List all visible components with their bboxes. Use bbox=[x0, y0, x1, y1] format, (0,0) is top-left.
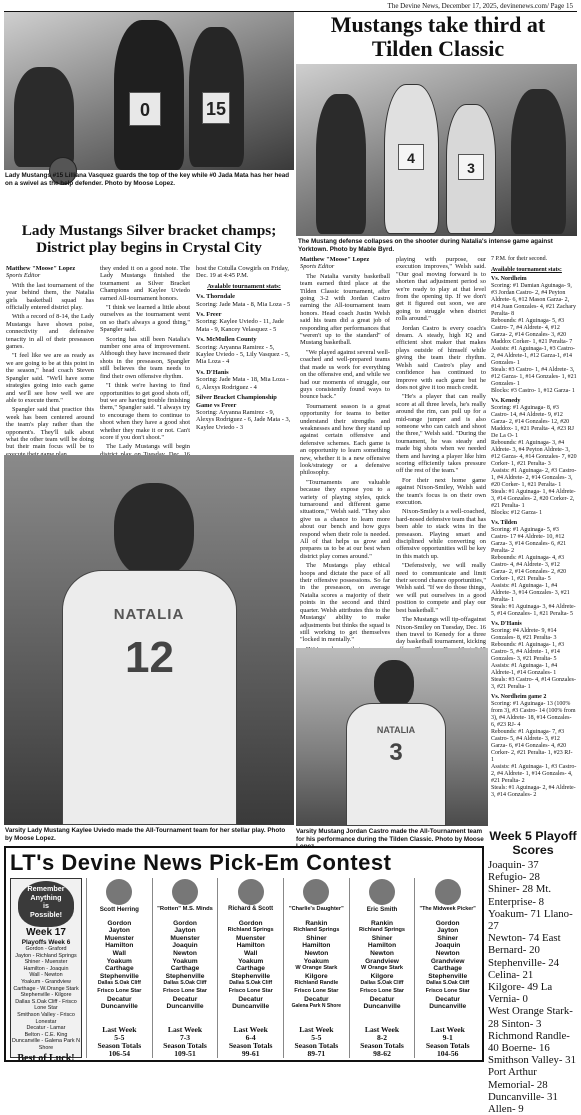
score-line: Joaquin- 37 Refugio- 28 bbox=[488, 859, 540, 884]
article2-column-1 bbox=[300, 256, 390, 644]
stats-block bbox=[491, 621, 577, 691]
stat-line: Steals: #3 Castro- 4, #14 Gonzales- 3, #21 Peralta- 1 bbox=[491, 677, 576, 690]
schedule-item: Yoakum - Grandview bbox=[21, 978, 71, 985]
game-line: Scoring: Jade Mata - 8, Mia Loza - 5 bbox=[196, 300, 291, 308]
pick: Hamilton bbox=[105, 942, 134, 950]
season-score: 98-62 bbox=[373, 1049, 391, 1058]
pick: Kilgore bbox=[304, 972, 328, 980]
stats-block bbox=[491, 398, 577, 517]
paragraph: The Mustangs will tip-offagainst Nixon-Smiley on Tuesday, Dec. 16 then travel to Kenedy for a three day basketball tournament, kicking bbox=[396, 616, 486, 646]
ribbon-line: Possible! bbox=[30, 909, 62, 919]
stat-line: Steals: #1 Aguinaga- 2, #4 Aldrete- 3, #14 Gonzales- 2 bbox=[491, 785, 576, 798]
player-head bbox=[114, 483, 194, 578]
photo2-caption: The Mustang defense collapses on the shooter during Natalia's intense game against Yorktown. Photo by Mable Byrd. bbox=[298, 238, 553, 253]
pick: Wall bbox=[112, 949, 126, 957]
contestant-column bbox=[217, 878, 283, 1058]
byline: Matthew "Moose" Lopez bbox=[300, 256, 370, 263]
best-of-luck: Best of Luck! bbox=[17, 1052, 75, 1064]
paragraph: The Natalia varsity basketball team earned third place at the Tilden Classic tournament, after going 3-2 with Jordan Castro earning the All-tournament team honors. Head coach Justin Welsh said his team did a great job of responding after performances that "weren't up to the standard" of Mustang basketball. bbox=[300, 272, 390, 347]
pick: Stephenville bbox=[231, 972, 271, 980]
paragraph: Spangler said that practice this week has been centered around the team's play rather than the opponent's. They'll talk about what the other team will be doing but their main focus will be to bbox=[6, 406, 94, 451]
pick: Carthage bbox=[170, 965, 200, 973]
stats-block bbox=[196, 311, 292, 333]
byline: Matthew "Moose" Lopez bbox=[6, 265, 76, 272]
score-line: Shiner- 28 Mt. Enterprise- 8 bbox=[488, 883, 552, 908]
last-week-label: Last Week bbox=[233, 1025, 268, 1034]
score-line: West Orange Stark- 28 Sinton- 3 bbox=[488, 1005, 573, 1030]
stats-block bbox=[196, 336, 292, 366]
paragraph: With the last tournament of the year behind them, the Natalia girls basketball squad has officially entered district play. bbox=[6, 281, 94, 312]
avatar bbox=[303, 879, 329, 905]
pick: Frisco Lone Star bbox=[162, 987, 208, 994]
article2-column-2 bbox=[396, 256, 486, 644]
article2-column-3 bbox=[491, 256, 577, 808]
season-label: Season Totals bbox=[294, 1041, 339, 1050]
game-title: Vs. Nordheim game 2 bbox=[491, 694, 547, 700]
game-title: Vs. Thorndale bbox=[196, 293, 235, 301]
pick: Joaquin bbox=[172, 942, 198, 950]
paragraph: "Tournaments are valuable because they expose you to a variety of playing styles, quick turnaround and different game situations," Welsh said. "They also give us a chance to learn more about our bench and how guys respond when their role is needed. All of that helps us grow and prepares us to be at our best when district play comes around." bbox=[300, 478, 390, 560]
pick: Decatur bbox=[435, 995, 460, 1003]
totals bbox=[87, 1026, 152, 1058]
stat-line: Rebounds: #1 Aguinaga- 7, #3 Castro- 5, #4 Aldrete- 3, #12 Garza- 6, #14 Gonzales- 4, #20 Corker- 2, #21 Peralta- 1, #23 RJ- 1 bbox=[491, 729, 573, 763]
paragraph: "He's a player that can really score at all three levels, he's really around the rim, can pull up for a mid-range jumper and is also someone who can catch and shoot the three," Welsh said. "During the tournament, he was steady and made big shots when we needed them and having a player like him scoring efficiently takes pressure off the rest of the team." bbox=[396, 393, 486, 475]
paragraph: "Defensively, we will really need to communicate and limit their second chance opportunities," Welsh said. "If we do those things, we will put ourselves in a good position to compete and play our best basketball." bbox=[396, 562, 486, 614]
pick-list bbox=[350, 920, 415, 1011]
page-header bbox=[4, 2, 577, 12]
stat-line: Blocks: #12 Garza- 1 bbox=[491, 510, 543, 516]
stats-title: Avalable tournament stats: bbox=[207, 282, 281, 290]
stats-block bbox=[491, 520, 577, 618]
contestant-name: "Charlie's Daughter" bbox=[288, 906, 344, 912]
stats-block bbox=[196, 394, 292, 431]
schedule-list bbox=[11, 946, 81, 1052]
season-score: 104-56 bbox=[436, 1049, 459, 1058]
byline-role: Sports Editor bbox=[6, 272, 41, 280]
pick: Hamilton bbox=[367, 942, 397, 950]
article1-column-3 bbox=[196, 265, 292, 450]
stat-line: Assists: #1 Aguinaga- 2, #3 Castro- 1, #4 Aldrete- 2, #14 Gonzales- 3, #20 Corker- 1, #21 Peralta- 1 bbox=[491, 468, 577, 488]
pick: Richland Randle bbox=[294, 980, 339, 987]
avatar bbox=[172, 879, 198, 905]
pick: Yoakum bbox=[172, 957, 198, 965]
pick: Carthage bbox=[105, 965, 134, 973]
schedule-item: Wall - Newton bbox=[29, 972, 63, 979]
pick: Dallas S.Oak Cliff bbox=[360, 980, 404, 987]
stat-line: Rebounds: #1 Aguinaga- 1, #3 Castro- 5, #4 Aldrete- 1, #14 Gonzales- 3, #21 Peralta- 5 bbox=[491, 642, 565, 662]
schedule-item: Smithson Valley - Frisco Lonestar bbox=[17, 1011, 75, 1025]
contestant-name: Eric Smith bbox=[366, 906, 398, 913]
season-label: Season Totals bbox=[163, 1041, 207, 1050]
schedule-item: Belton - C.E. King bbox=[24, 1031, 68, 1038]
photo3-caption: Varsity Lady Mustang Kaylee Uviedo made the All-Tournament team for her stellar play. Photo by Moose Lopez. bbox=[5, 827, 286, 842]
stat-line: Rebounds: #1 Aguinaga- 3, #4 Aldrete- 3, #4 Peyton Aldrete- 3, #12 Garza- 4, #14 Gonzales- 7, #20 Corker- 1, #21 Peralta- 3 bbox=[491, 440, 577, 467]
score-line: Newton- 74 East Bernard- 20 bbox=[488, 932, 561, 957]
pick-list bbox=[218, 920, 283, 1011]
stat-line: Rebounds: #1 Aguinaga- 4, #3 Castro- 4, #4 Aldrete- 3, #12 Garza- 2, #14 Gonzales- 2, #20 Corker- 1, #21 Peralta- 5 bbox=[491, 555, 567, 582]
photo-lady-mustangs-defense bbox=[4, 12, 294, 170]
paragraph: Scoring has still been Natalia's number one area of improvement. Although they have increased their shots in the preseason, Spangler still believes the team needs to find their own offensive rhythm. bbox=[100, 335, 190, 380]
pick: Duncanville bbox=[429, 1003, 467, 1011]
paragraph: "I think we're having to find opportunities to get good shots off, but we are having trouble finishing them," Spangler said. "I always try to encourage them to continue to shoot when they have a good shot whether they make it or not. Can't score if you don't shoot." bbox=[100, 382, 190, 441]
stat-line: Steals: #3 Castro- 1, #4 Aldrete- 3, #12 Garza- 1, #14 Gonzales- 1, #21 Gonzales- 1 bbox=[491, 367, 577, 387]
pick: Yoakum bbox=[106, 957, 132, 965]
article1-column-2 bbox=[100, 265, 190, 450]
jersey-number: 0 bbox=[129, 92, 161, 126]
last-week-label: Last Week bbox=[430, 1025, 465, 1034]
pick: Newton bbox=[304, 949, 329, 957]
totals bbox=[415, 1026, 480, 1058]
paragraph: "I feel like we are as ready as we are going to be at this point in the season," head coach Steven Spangler said. "We'll have some strategies going into each game and we'll see how well we are able to execute them." bbox=[6, 352, 94, 404]
game-title: Vs. D'Hanis bbox=[491, 621, 522, 627]
stat-line: Scoring: #1 Aguinaga- 5, #3 Castro- 17 #4 Aldrete- 10, #12 Garza- 3, #14 Gonzales- 6, #21 Peralta- 2 bbox=[491, 527, 567, 554]
pick: Duncanville bbox=[232, 1003, 270, 1011]
pick: Decatur bbox=[238, 995, 263, 1003]
contestant-column bbox=[86, 878, 152, 1058]
contestant-name: Scott Herring bbox=[99, 906, 139, 913]
totals bbox=[218, 1026, 283, 1058]
paragraph: For their next home game against Nixon-Smiley, Welsh said the team's focus is on their own execution. bbox=[396, 476, 486, 506]
paragraph: The Mustangs play ethical hoops and dictate the pace of all their offensive possessions. So far in the preseason, on average Natalia scores a majority of their points in the second and third quarter. Welsh attributes this to the Mustangs' ability to make adjustments but thinks the squad is still working to get themselves "locked in mentally." bbox=[300, 562, 390, 644]
ribbon-line: Anything bbox=[30, 892, 62, 902]
contestant-name: Richard & Scott bbox=[228, 906, 274, 912]
pick-list bbox=[153, 920, 218, 1011]
pick: Wall bbox=[244, 949, 258, 957]
pick: W Orange Stark bbox=[361, 965, 403, 972]
jersey-number: 4 bbox=[398, 144, 424, 170]
score-line: Duncanville- 31 Allen- 9 bbox=[488, 1090, 558, 1115]
game-line: Scoring: Kaylee Uviedo - 11, Jade Mata - 9, Kancey Velasquez - 5 bbox=[196, 318, 284, 333]
week-label: Week 17 bbox=[26, 927, 66, 938]
pick: Shiner bbox=[437, 934, 458, 942]
stats-block bbox=[196, 369, 292, 391]
totals bbox=[350, 1026, 415, 1058]
score-line: Stephenville- 24 Celina- 21 bbox=[488, 956, 560, 981]
last-week-score: 8-2 bbox=[376, 1033, 388, 1042]
pick: Rankin bbox=[371, 919, 394, 927]
schedule-item: Stephenville - Kilgore bbox=[20, 992, 72, 999]
pick: Rankin bbox=[305, 919, 328, 927]
score-line: Smithson Valley- 31 Port Arthur Memorial- 28 bbox=[488, 1054, 576, 1091]
game-title: Silver Bracket Championship Game vs Freer bbox=[196, 394, 277, 409]
game-title: Vs. Tilden bbox=[491, 520, 518, 526]
pick: Duncanville bbox=[166, 1003, 204, 1011]
pick: Decatur bbox=[369, 995, 395, 1003]
pick: Muenster bbox=[170, 934, 200, 942]
jersey-number: 3 bbox=[389, 739, 403, 766]
stat-line: Blocks: #3 Castro- 1, #12 Garza- 1 bbox=[491, 388, 575, 394]
playoff-title: Week 5 Playoff Scores bbox=[489, 829, 577, 857]
pick-list bbox=[87, 920, 152, 1011]
game-title: Vs. Nordheim bbox=[491, 276, 527, 282]
pick: Frisco Lone Star bbox=[294, 987, 339, 994]
ribbon-line: is bbox=[43, 901, 49, 910]
schedule-item: Dallas S.Oak Cliff - Frisco Lone Star bbox=[15, 998, 77, 1012]
pickem-title: LT's Devine News Pick-Em Contest bbox=[10, 850, 392, 875]
paragraph: "I think we learned a little about ourselves as the tournament went on so that's always a good thing," Spangler said. bbox=[100, 304, 190, 334]
contestant-column bbox=[349, 878, 415, 1058]
jersey-number: 12 bbox=[125, 633, 174, 682]
pick-list bbox=[415, 920, 480, 1011]
pick: Richland Springs bbox=[227, 927, 274, 934]
season-label: Season Totals bbox=[360, 1041, 404, 1050]
pick: Hamilton bbox=[302, 942, 331, 950]
last-week-label: Last Week bbox=[364, 1025, 400, 1034]
pick: Stephenville bbox=[428, 972, 468, 980]
season-score: 109-51 bbox=[174, 1049, 196, 1058]
pick: Grandview bbox=[365, 957, 399, 965]
game-line: Scoring: Aryanna Ramirez - 5, Kaylee Uviedo - 5, Lily Vasquez - 5, Mia Loza - 4 bbox=[196, 343, 290, 366]
photo4-caption: Varsity Mustang Jordan Castro made the All-Tournament team for his performance during the Tilden Classic. Photo by Moose bbox=[296, 828, 484, 843]
stat-line: Steals: #1 Aguinaga- 3, #4 Aldrete- 5, #14 Gonzales- 1, #21 Peralta- 5 bbox=[491, 604, 576, 617]
pick: Joaquin bbox=[435, 942, 461, 950]
pick: Richland Springs bbox=[293, 927, 340, 934]
article1-column-1 bbox=[6, 265, 94, 450]
stat-line: Steals: #1 Aguinaga- 1, #4 Aldrete- 3, #14 Gonzales- 2, #20 Corker- 2, #21 Peralta- 1 bbox=[491, 489, 576, 509]
pick: Duncanville bbox=[363, 1003, 401, 1011]
pick: Newton bbox=[173, 949, 197, 957]
player-head bbox=[374, 660, 414, 708]
photo-mustang-defense bbox=[296, 64, 577, 236]
schedule-item: Gordon - Graford bbox=[25, 946, 67, 952]
paragraph: "We played against several well-coached and well-prepared teams that made us work for everything on the offensive end, and while we had our moments of struggle, our guys consistently found ways to bounce back." bbox=[300, 348, 390, 401]
schedule-item: Hamilton - Joaquin bbox=[23, 965, 69, 972]
last-week-score: 5-5 bbox=[311, 1033, 322, 1042]
stats-block bbox=[491, 276, 577, 395]
pick: Gordon bbox=[238, 919, 263, 927]
pick: Grandview bbox=[430, 957, 465, 965]
pick: Newton bbox=[370, 949, 394, 957]
headline-left: Lady Mustangs Silver bracket champs; District play begins in Crystal City bbox=[21, 222, 277, 256]
score-line: Richmond Randle- 40 Boerne- 16 bbox=[488, 1029, 570, 1055]
stat-line: Assists: #1 Aguinaga- 1, #4 Aldrete-1, #14 Gonzales- 1 bbox=[491, 663, 558, 676]
pick: Dallas S.Oak Cliff bbox=[97, 980, 141, 987]
pick: Carthage bbox=[236, 965, 265, 973]
paragraph: Jordan Castro is every coach's dream. A steady, high IQ and efficient shot maker that makes plays outside of himself while giving the team their rhythm. Welsh said Castro's play and confidence has continued to improve with each game but he does not give it too much credit. bbox=[396, 324, 486, 391]
contestant-column bbox=[283, 878, 349, 1058]
pick: Muenster bbox=[236, 934, 266, 942]
last-week-label: Last Week bbox=[102, 1025, 137, 1034]
pick: W Orange Stark bbox=[295, 965, 338, 972]
last-week-label: Last Week bbox=[167, 1025, 203, 1034]
season-score: 99-61 bbox=[241, 1049, 260, 1058]
pickem-contest bbox=[4, 846, 484, 1062]
pick: Decatur bbox=[172, 995, 198, 1003]
stats-block bbox=[196, 293, 292, 308]
pick: Gordon bbox=[107, 919, 132, 927]
last-week-score: 5-5 bbox=[114, 1033, 125, 1042]
last-week-label: Last Week bbox=[299, 1025, 334, 1034]
schedule-item: Duncanville - Galena Park N Shore bbox=[11, 1038, 80, 1051]
headline-right: Mustangs take third at Tilden Classic bbox=[330, 12, 546, 61]
pick: Gordon bbox=[435, 919, 460, 927]
season-label: Season Totals bbox=[425, 1041, 470, 1050]
stat-line: Scoring: #1 Damian Aguinaga- 9, #3 Jordan Castro- 2, #4 Peyton Aldrete- 6, #12 Mason Garza- 2, #14 Juan Gonzales- 4, #21 Zachary Peralta- 8 bbox=[491, 283, 576, 317]
pick: Dallas S.Oak Cliff bbox=[163, 980, 207, 987]
pick: Stephenville bbox=[99, 972, 139, 980]
pick: Shiner bbox=[306, 934, 327, 942]
pick: Decatur bbox=[107, 995, 132, 1003]
schedule-item: Shiner - Muenster bbox=[24, 959, 68, 966]
pick: Stephenville bbox=[165, 972, 205, 980]
ribbon-panel bbox=[10, 878, 82, 1064]
stat-line: Assists: #1 Aguinaga- 1, #4 Aldrete- 3, #14 Gonzales- 3, #21 Peralta- 1 bbox=[491, 583, 570, 603]
ribbon-icon bbox=[18, 881, 74, 927]
contestant-column bbox=[152, 878, 218, 1058]
header-text: The Devine News, December 17, 2025, devinenews.com/ Page 15 bbox=[387, 2, 573, 10]
pick: Gordon bbox=[173, 919, 197, 927]
avatar bbox=[435, 879, 461, 905]
paragraph: 7 P.M. for their second. bbox=[491, 256, 548, 262]
avatar bbox=[106, 879, 132, 905]
last-week-score: 7-3 bbox=[179, 1033, 191, 1042]
pick-list bbox=[284, 920, 349, 1011]
game-line: Scoring: Aryanna Ramirez - 9, Alexys Rodriguez - 6, Jade Mata - 3, Kaylee Uviedo - 3 bbox=[196, 408, 291, 431]
pick: Richland Springs bbox=[359, 927, 406, 934]
photo1-caption: Lady Mustangs #15 Lilliana Vasquez guards the top of the key while #0 Jada Mata has her head on a swivel as the help defender. Photo by Moose Lopez. bbox=[5, 172, 290, 187]
pick: Duncanville bbox=[100, 1003, 138, 1011]
score-line: Kilgore- 49 La Vernia- 0 bbox=[488, 981, 553, 1006]
contestant-column bbox=[414, 878, 480, 1058]
paragraph: Tournament season is a great opportunity for teams to better understand their strengths and weaknesses and how they stand up against certain offensive and defensive schemes. Each game is an opportunity to learn something new, whether it is a new offensive look/strategy or a defensive philosophy. bbox=[300, 402, 390, 477]
jersey-number: 3 bbox=[458, 154, 484, 180]
score-line: Yoakum- 71 Llano- 27 bbox=[488, 907, 573, 933]
season-score: 89-71 bbox=[307, 1049, 326, 1058]
pick: Frisco Lone Star bbox=[359, 987, 405, 994]
pick: Jayton bbox=[437, 927, 459, 935]
season-label: Season Totals bbox=[228, 1041, 273, 1050]
pick: Frisco Lone Star bbox=[228, 987, 273, 994]
paragraph: they ended it on a good note. The Lady Mustangs finished the tournament as Silver Bracket Champions and Kaylee Uviedo earned All-tournament honors. bbox=[100, 265, 190, 302]
totals bbox=[153, 1026, 218, 1058]
last-week-score: 6-4 bbox=[245, 1033, 256, 1042]
photo-kaylee-uviedo bbox=[4, 455, 294, 825]
pick: Jayton bbox=[174, 927, 196, 935]
game-title: Vs. D'Hanis bbox=[196, 368, 229, 376]
pick: Muenster bbox=[104, 934, 134, 942]
season-label: Season Totals bbox=[97, 1041, 142, 1050]
paragraph: Nixon-Smiley is a well-coached, hard-nosed defensive team that has been able to stack wins in the preseason. Playing smart and disciplined while converting on offensive opportunities will be key in this match up. bbox=[396, 508, 486, 560]
pick: Galena Park N Shore bbox=[291, 1003, 342, 1010]
avatar bbox=[238, 879, 264, 905]
stats-title: Available tournament stats: bbox=[491, 267, 562, 273]
stat-line: Scoring: #1 Aguinaga- 8, #3 Castro- 14, #4 Aldrete- 9, #12 Garza- 2, #14 Gonzales- 12, #20 Maddox- 1, #21 Peralta- 4, #23 RJ De La O- 1 bbox=[491, 405, 574, 439]
schedule-item: Jayton - Richland Springs bbox=[15, 952, 77, 959]
byline-role: Sports Editor bbox=[300, 263, 335, 271]
totals bbox=[284, 1026, 349, 1058]
pick: Jayton bbox=[108, 927, 130, 935]
pick: Hamilton bbox=[236, 942, 265, 950]
contestant-name: "Rotten" M.S. Minds bbox=[157, 906, 213, 912]
paragraph: playing with purpose, our execution improves," Welsh said. "Our goal moving forward is to shorten that adjustment period so we're ready to play at that level from the opening tip. If we don't get it figured out soon, we are going to struggle when district rolls around." bbox=[396, 256, 486, 323]
jersey-number: 15 bbox=[202, 92, 230, 124]
photo-jordan-castro bbox=[296, 648, 488, 826]
stat-line: Rebounds: #1 Aguinaga- 5, #3 Castro- 7, #4 Aldrete- 4, #12 Garza- 2, #14 Gonzales- 3, #20 Maddox Corker- 1, #21 Peralta- 7 bbox=[491, 318, 573, 345]
pick: Shiner bbox=[371, 934, 393, 942]
stat-line: Assists: #1 Aguinaga-1, #3 Castro- 2, #4 Aldrete-1, #12 Garza-1, #14 Gonzales- 1 bbox=[491, 346, 575, 366]
contestant-name: "The Midweek Picker" bbox=[419, 906, 476, 912]
pick: Frisco Lone Star bbox=[97, 987, 142, 994]
ribbon-line: Remember bbox=[27, 884, 65, 893]
game-title: Vs. Freer bbox=[196, 311, 222, 319]
jersey-wordmark: NATALIA bbox=[376, 725, 416, 735]
paragraph: The Lady Mustangs will begin bbox=[106, 443, 190, 451]
pick: Dallas S.Oak Cliff bbox=[426, 980, 470, 987]
stat-line: Scoring: #1 Aguinaga- 13 (100% from 3), #3 Castro- 14 (100% from 3), #4 Aldrete- 18, #14 Gonzales- 6, #23 RJ- 4 bbox=[491, 701, 576, 728]
pick: Decatur bbox=[304, 995, 329, 1003]
avatar bbox=[369, 879, 395, 905]
game-title: Vs. Kenedy bbox=[491, 398, 521, 404]
contestants-grid bbox=[86, 878, 480, 1058]
stat-line: Assists: #1 Aguinaga- 1, #3 Castro- 2, #4 Aldrete- 1, #14 Gonzales- 4, #21 Peralta- 2 bbox=[491, 764, 577, 784]
stats-block bbox=[491, 694, 577, 799]
playoff-scores bbox=[488, 829, 578, 1115]
pick: Dallas S.Oak Cliff bbox=[229, 980, 273, 987]
schedule-item: Carthage - W.Orange Stark bbox=[13, 985, 79, 992]
jersey-wordmark: NATALIA bbox=[113, 606, 185, 623]
game-title: Vs. McMullen County bbox=[196, 336, 257, 344]
schedule-title: Playoffs Week 6 bbox=[21, 939, 71, 946]
pick: Yoakum bbox=[238, 957, 264, 965]
pick: Yoakum bbox=[303, 957, 329, 965]
last-week-score: 9-1 bbox=[442, 1033, 453, 1042]
paragraph: With a record of 8-14, the Lady Mustangs have shown poise, connectivity and defensive tenacity in all of their preseason games. bbox=[6, 313, 94, 351]
pick: Newton bbox=[435, 949, 460, 957]
schedule-item: Decatur - Lamar bbox=[26, 1025, 66, 1032]
stat-line: Scoring: #4 Aldrete- 9, #14 Gonzales- 8, #21 Peralta- 3 bbox=[491, 628, 557, 641]
pick: Carthage bbox=[433, 965, 462, 973]
pick: Frisco Lone Star bbox=[425, 987, 470, 994]
paragraph: host the Cotulla Cowgirls on Friday, Dec. 19 at 4:45 P.M. bbox=[196, 265, 289, 280]
game-line: Scoring: Jade Mata - 18, Mia Loza - 6, Alexys Rodriguez - 4 bbox=[196, 376, 289, 391]
season-score: 106-54 bbox=[108, 1049, 131, 1058]
pick: Kilgore bbox=[370, 972, 394, 980]
